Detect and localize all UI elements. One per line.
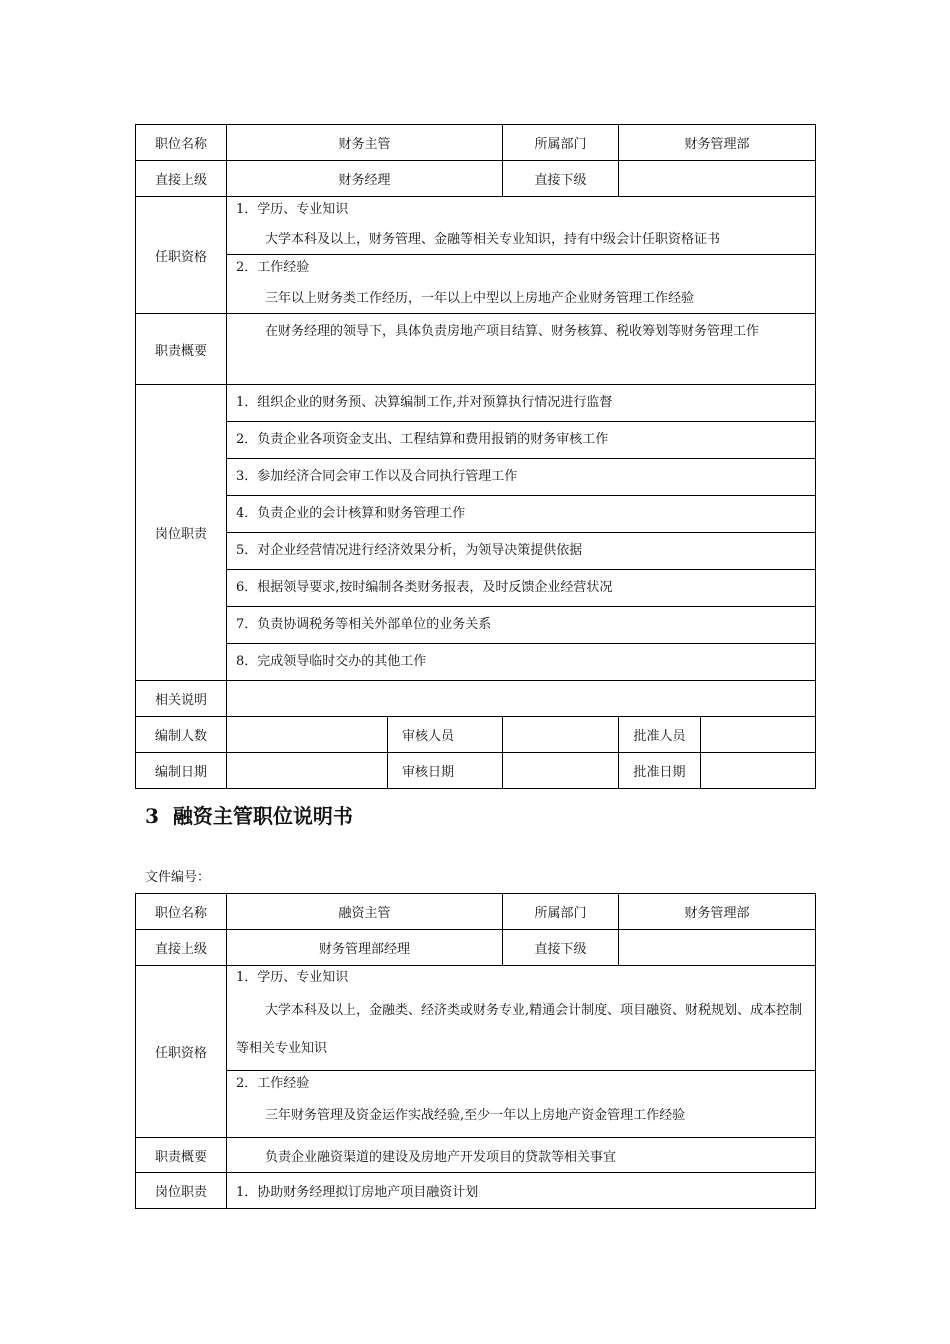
position-name-value: 财务主管 <box>227 125 503 161</box>
summary-text: 在财务经理的领导下，具体负责房地产项目结算、财务核算、税收筹划等财务管理工作 <box>265 324 760 339</box>
qualification-experience <box>227 1071 815 1137</box>
qualifications-cell <box>227 966 816 1138</box>
summary-label: 职责概要 <box>136 314 227 385</box>
department-value: 财务管理部 <box>619 894 816 930</box>
qualifications-label: 任职资格 <box>136 966 227 1138</box>
qualification-education-title: 1．学历、专业知识 <box>236 970 349 985</box>
summary-value <box>227 314 816 385</box>
prepared-count-value <box>227 717 388 753</box>
position-name-value: 融资主管 <box>227 894 503 930</box>
department-value: 财务管理部 <box>619 125 816 161</box>
reviewer-label: 审核人员 <box>388 717 503 753</box>
review-date-value <box>503 753 619 789</box>
summary-value <box>227 1138 816 1173</box>
qualification-experience <box>227 255 815 313</box>
duty-item: 8．完成领导临时交办的其他工作 <box>236 654 427 669</box>
duty-item: 1．协助财务经理拟订房地产项目融资计划 <box>236 1185 479 1200</box>
duty-item: 6．根据领导要求,按时编制各类财务报表，及时反馈企业经营状况 <box>227 570 815 607</box>
qualification-experience-text: 三年财务管理及资金运作实战经验,至少一年以上房地产资金管理工作经验 <box>265 1108 686 1123</box>
review-date-label: 审核日期 <box>388 753 503 789</box>
duties-cell <box>227 385 816 681</box>
duty-item: 2．负责企业各项资金支出、工程结算和费用报销的财务审核工作 <box>227 422 815 459</box>
duties-cell <box>227 1173 816 1209</box>
approver-label: 批准人员 <box>619 717 701 753</box>
file-number-label: 文件编号： <box>145 870 211 885</box>
approve-date-value <box>701 753 816 789</box>
position-name-label: 职位名称 <box>136 125 227 161</box>
notes-label: 相关说明 <box>136 681 227 717</box>
qualifications-cell <box>227 197 816 314</box>
qualification-experience-text: 三年以上财务类工作经历，一年以上中型以上房地产企业财务管理工作经验 <box>265 291 695 306</box>
duty-item: 7．负责协调税务等相关外部单位的业务关系 <box>227 607 815 644</box>
qualification-experience-title: 2．工作经验 <box>236 1076 310 1091</box>
prepared-count-label: 编制人数 <box>136 717 227 753</box>
subordinate-label: 直接下级 <box>503 161 619 197</box>
qualification-education-text: 大学本科及以上，财务管理、金融等相关专业知识，持有中级会计任职资格证书 <box>265 232 721 247</box>
reviewer-value <box>503 717 619 753</box>
summary-label: 职责概要 <box>136 1138 227 1173</box>
superior-label: 直接上级 <box>136 930 227 966</box>
duty-item: 3．参加经济合同会审工作以及合同执行管理工作 <box>227 459 815 496</box>
superior-value: 财务经理 <box>227 161 503 197</box>
duty-item: 4．负责企业的会计核算和财务管理工作 <box>227 496 815 533</box>
summary-text: 负责企业融资渠道的建设及房地产开发项目的贷款等相关事宜 <box>265 1149 617 1165</box>
approve-date-label: 批准日期 <box>619 753 701 789</box>
duties-label: 岗位职责 <box>136 1173 227 1209</box>
duties-label: 岗位职责 <box>136 385 227 681</box>
superior-value: 财务管理部经理 <box>227 930 503 966</box>
duty-item: 5．对企业经营情况进行经济效果分析，为领导决策提供依据 <box>227 533 815 570</box>
superior-label: 直接上级 <box>136 161 227 197</box>
prepared-date-label: 编制日期 <box>136 753 227 789</box>
duty-item: 1．组织企业的财务预、决算编制工作,并对预算执行情况进行监督 <box>227 385 815 422</box>
position-name-label: 职位名称 <box>136 894 227 930</box>
qualifications-label: 任职资格 <box>136 197 227 314</box>
prepared-date-value <box>227 753 388 789</box>
section-heading: 3 融资主管职位说明书 <box>145 804 353 828</box>
qualification-education-text: 大学本科及以上，金融类、经济类或财务专业,精通会计制度、项目融资、财税规划、成本控制等相关专业知识 <box>236 1003 803 1056</box>
subordinate-value <box>619 161 816 197</box>
qualification-education <box>227 197 815 255</box>
position-table-financing-supervisor <box>135 893 816 1209</box>
approver-value <box>701 717 816 753</box>
qualification-education-title: 1．学历、专业知识 <box>236 202 349 217</box>
department-label: 所属部门 <box>503 894 619 930</box>
notes-value <box>227 681 816 717</box>
qualification-experience-title: 2．工作经验 <box>236 260 310 275</box>
subordinate-label: 直接下级 <box>503 930 619 966</box>
department-label: 所属部门 <box>503 125 619 161</box>
subordinate-value <box>619 930 816 966</box>
position-table-finance-supervisor <box>135 124 816 789</box>
qualification-education <box>227 966 815 1071</box>
